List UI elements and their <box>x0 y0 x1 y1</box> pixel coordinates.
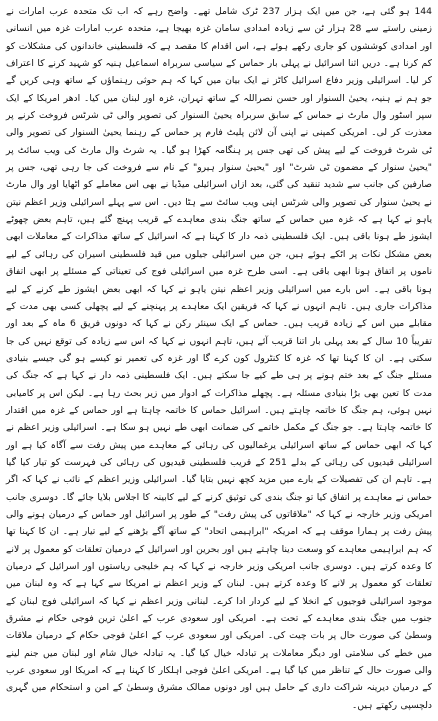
article-body <box>6 3 432 714</box>
article-paragraph: 144 ہو گئی ہے، جن میں ایک ہزار 237 ٹرک شامل تھے۔ واضح رہے کہ اب تک متحدہ عرب امارات نے زمینی راستے سے 28 ہزار ٹن سے زیادہ امدادی سامان غزہ بھیجا ہے، متحدہ عرب امارات غزہ میں انسانی اور امدادی کوششوں کو جاری رکھے ہوئے ہے، اس اقدام کا مقصد ہے کہ فلسطینی خاندانوں کی مشکلات کو کم کرنا ہے۔ دریں اثنا اسرائیل نے پہلی بار حماس کے سیاسی سربراہ اسماعیل ہنیہ کو شہید کرنے کا اعتراف کر لیا۔ اسرائیلی وزیر دفاع اسرائیل کاٹز نے ایک بیان میں کہا کہ ہم حوثی رہنماؤں کے ساتھ وہی کریں گے جو ہم نے ہنیہ، یحییٰ السنوار اور حسن نصراللہ کے ساتھ تہران، غزہ اور لبنان میں کیا۔ ادھر امریکا کے ایک سپر اسٹور وال مارٹ نے حماس کے سابق سربراہ یحییٰ السنوار کی تصویر والی ٹی شرٹس فروخت کرنے پر معذرت کر لی۔ امریکی کمپنی نے اپنی آن لائن پلیٹ فارم پر حماس کے رہنما یحییٰ السنوار کی تصویر والی ٹی شرٹ فروخت کے لیے پیش کی تھی جس پر ہنگامہ کھڑا ہو گیا۔ یہ شرٹ وال مارٹ کی ویب سائٹ پر "یحییٰ سنوار کے مضمون ٹی شرٹ" اور "یحییٰ سنوار ہیرو" کے نام سے فروخت کی جا رہی تھی، جس پر صارفین کی جانب سے شدید تنقید کی گئی، بعد ازاں اسرائیلی میڈیا نے بھی اس معاملے کو اٹھایا اور وال مارٹ نے یحییٰ سنوار کی تصویر والی شرٹس اپنی ویب سائٹ سے ہٹا دیں۔ اس سے پہلے اسرائیلی وزیر اعظم نیتن یاہو نے کہا ہے کہ غزہ میں حماس کے ساتھ جنگ بندی معاہدے کے قریب پہنچ گئے ہیں، تاہم بعض چھوٹے ایشوز طے ہونا باقی ہیں۔ ایک فلسطینی ذمہ دار کا کہنا ہے کہ اسرائیل کے ساتھ مذاکرات کے معاملات ابھی بعض مشکل نکات پر اٹکے ہوئے ہیں، جن میں اسرائیلی جیلوں میں قید فلسطینی اسیران کی رہائی کے لیے ناموں پر اتفاق ہونا ابھی باقی ہے۔ اسی طرح غزہ میں اسرائیلی فوج کی تعیناتی کے مسئلے پر ابھی اتفاق ہونا باقی ہے۔ اس بارے میں اسرائیلی وزیر اعظم نیتن یاہو نے کہا کہ ابھی بعض ایشوز طے کرنے کے لیے مذاکرات جاری ہیں۔ تاہم انہوں نے کہا کہ فریقین ایک معاہدے پر پہنچنے کے لیے پچھلی کسی بھی مدت کے مقابلے میں اس کے زیادہ قریب ہیں۔ حماس کے ایک سینئر رکن نے کہا کہ دونوں فریق 6 ماہ کے بعد اور تقریباً 10 سال کے بعد پہلی بار اتنا قریب آئے ہیں، تاہم انہوں نے کہا کہ اس سے زیادہ کی توقع نہیں کی جا سکتی ہے۔ ان کا کہنا تھا کہ غزہ کا کنٹرول کون کرے گا اور غزہ کی تعمیر نو کیسے ہو گی جیسے بنیادی مسئلے جنگ کے بعد ختم ہونے پر ہی طے کیے جا سکتے ہیں۔ ایک فلسطینی ذمہ دار نے کہا ہے کہ جنگ کی مدت کا تعین بھی بڑا بنیادی مسئلہ ہے۔ پچھلے مذاکرات کے ادوار میں زیر بحث رہا ہے۔ لیکن اس پر کامیابی نہیں ہوئی، ہم جنگ کا خاتمہ چاہتے ہیں۔ اسرائیل حماس کا خاتمہ چاہتا ہے اور حماس کے غزہ میں اقتدار کا خاتمہ چاہتا ہے۔ جو جنگ کے مکمل خاتمے کی ضمانت ابھی طے نہیں ہو سکا ہے۔ اسرائیلی وزیر اعظم نے کہا کہ ابھی حماس کے ساتھ اسرائیلی یرغمالیوں کی رہائی کے معاہدے میں پیش رفت سے آگاہ کیا ہے اور اسرائیلی قیدیوں کی رہائی کے بدلے 251 کے قریب فلسطینی قیدیوں کی رہائی کی فہرست کو تیار کیا گیا ہے۔ تاہم ان کی تفصیلات کے بارے میں مزید کچھ نہیں بتایا گیا۔ اسرائیلی وزیر اعظم کے نائب نے کہا کہ اگر حماس نے معاہدے پر اتفاق کیا تو جنگ بندی کی توثیق کرنے کے لیے کابینہ کا اجلاس بلایا جائے گا۔ دوسری جانب امریکی وزیر خارجہ نے کہا کہ "ملاقاتوں کی پیش رفت" کے طور پر اسرائیل اور حماس کے درمیان ہونے والی پیش رفت پر ہمارا موقف ہے کہ امریکہ "ابراہیمی اتحاد" کے ساتھ آگے بڑھنے کے لیے تیار ہے۔ ان کا کہنا تھا کہ ہم ابراہیمی معاہدے کو وسعت دینا چاہتے ہیں اور بحرین اور اسرائیل کے درمیان تعلقات کو معمول پر لانے کا وعدہ کرتے ہیں۔ دوسری جانب امریکی وزیر خارجہ نے کہا کہ ہم خلیجی ریاستوں اور اسرائیل کے درمیان تعلقات کو معمول پر لانے کا وعدہ کرتے ہیں۔ لبنان کے وزیر اعظم نے امریکا سے کہا ہے کہ وہ لبنان میں موجود اسرائیلی فوجیوں کے انخلا کے لیے کردار ادا کرے۔ لبنانی وزیر اعظم نے کہا کہ اسرائیلی فوج لبنان کے جنوب میں جنگ بندی معاہدے کے تحت ہے۔ امریکی اور سعودی عرب کے اعلیٰ ترین فوجی حکام نے مشرق وسطیٰ کی صورت حال پر بات چیت کی۔ امریکی اور سعودی عرب کے اعلیٰ فوجی حکام کے درمیان ملاقات میں خطے کی سلامتی اور دیگر معاملات پر تبادلہ خیال کیا گیا۔ یہ تبادلہ خیال شام اور لبنان میں جنم لینے والی صورت حال کے تناظر میں کیا گیا ہے۔ امریکی اعلیٰ فوجی اہلکار کا کہنا ہے کہ امریکا اور سعودی عرب کے درمیان دیرینہ شراکت داری کے حامل ہیں اور دونوں ممالک مشرق وسطیٰ کے امن و استحکام میں گہری دلچسپی رکھتے ہیں۔ <box>6 6 432 711</box>
